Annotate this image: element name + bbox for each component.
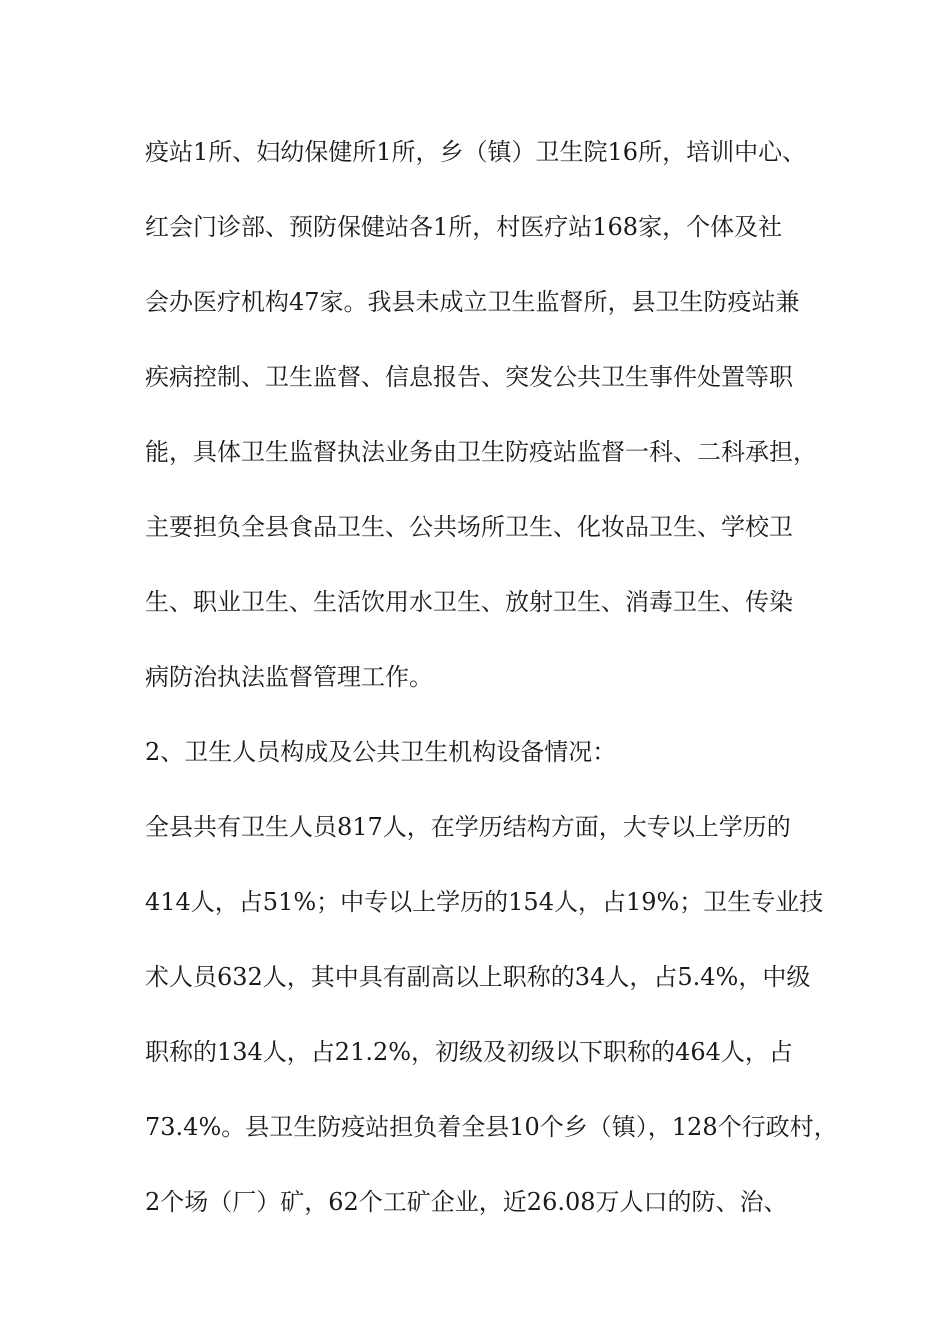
text-line: 会办医疗机构47家。我县未成立卫生监督所，县卫生防疫站兼 bbox=[145, 288, 800, 316]
text-line: 疾病控制、卫生监督、信息报告、突发公共卫生事件处置等职 bbox=[145, 363, 793, 391]
text-line: 全县共有卫生人员817人，在学历结构方面，大专以上学历的 bbox=[145, 813, 791, 841]
text-line: 疫站1所、妇幼保健所1所，乡（镇）卫生院16所，培训中心、 bbox=[145, 138, 807, 166]
text-line: 病防治执法监督管理工作。 bbox=[145, 663, 433, 691]
section-heading: 2、卫生人员构成及公共卫生机构设备情况： bbox=[145, 738, 617, 766]
text-line: 主要担负全县食品卫生、公共场所卫生、化妆品卫生、学校卫 bbox=[145, 513, 793, 541]
text-line: 414人，占51%；中专以上学历的154人，占19%；卫生专业技 bbox=[145, 888, 824, 916]
text-line: 红会门诊部、预防保健站各1所，村医疗站168家，个体及社 bbox=[145, 213, 783, 241]
text-line: 73.4%。县卫生防疫站担负着全县10个乡（镇），128个行政村， bbox=[145, 1113, 838, 1141]
text-line: 能，具体卫生监督执法业务由卫生防疫站监督一科、二科承担， bbox=[145, 438, 817, 466]
text-line: 术人员632人，其中具有副高以上职称的34人，占5.4%，中级 bbox=[145, 963, 811, 991]
text-line: 生、职业卫生、生活饮用水卫生、放射卫生、消毒卫生、传染 bbox=[145, 588, 793, 616]
text-line: 职称的134人，占21.2%，初级及初级以下职称的464人，占 bbox=[145, 1038, 793, 1066]
text-line: 2个场（厂）矿，62个工矿企业，近26.08万人口的防、治、 bbox=[145, 1188, 788, 1216]
